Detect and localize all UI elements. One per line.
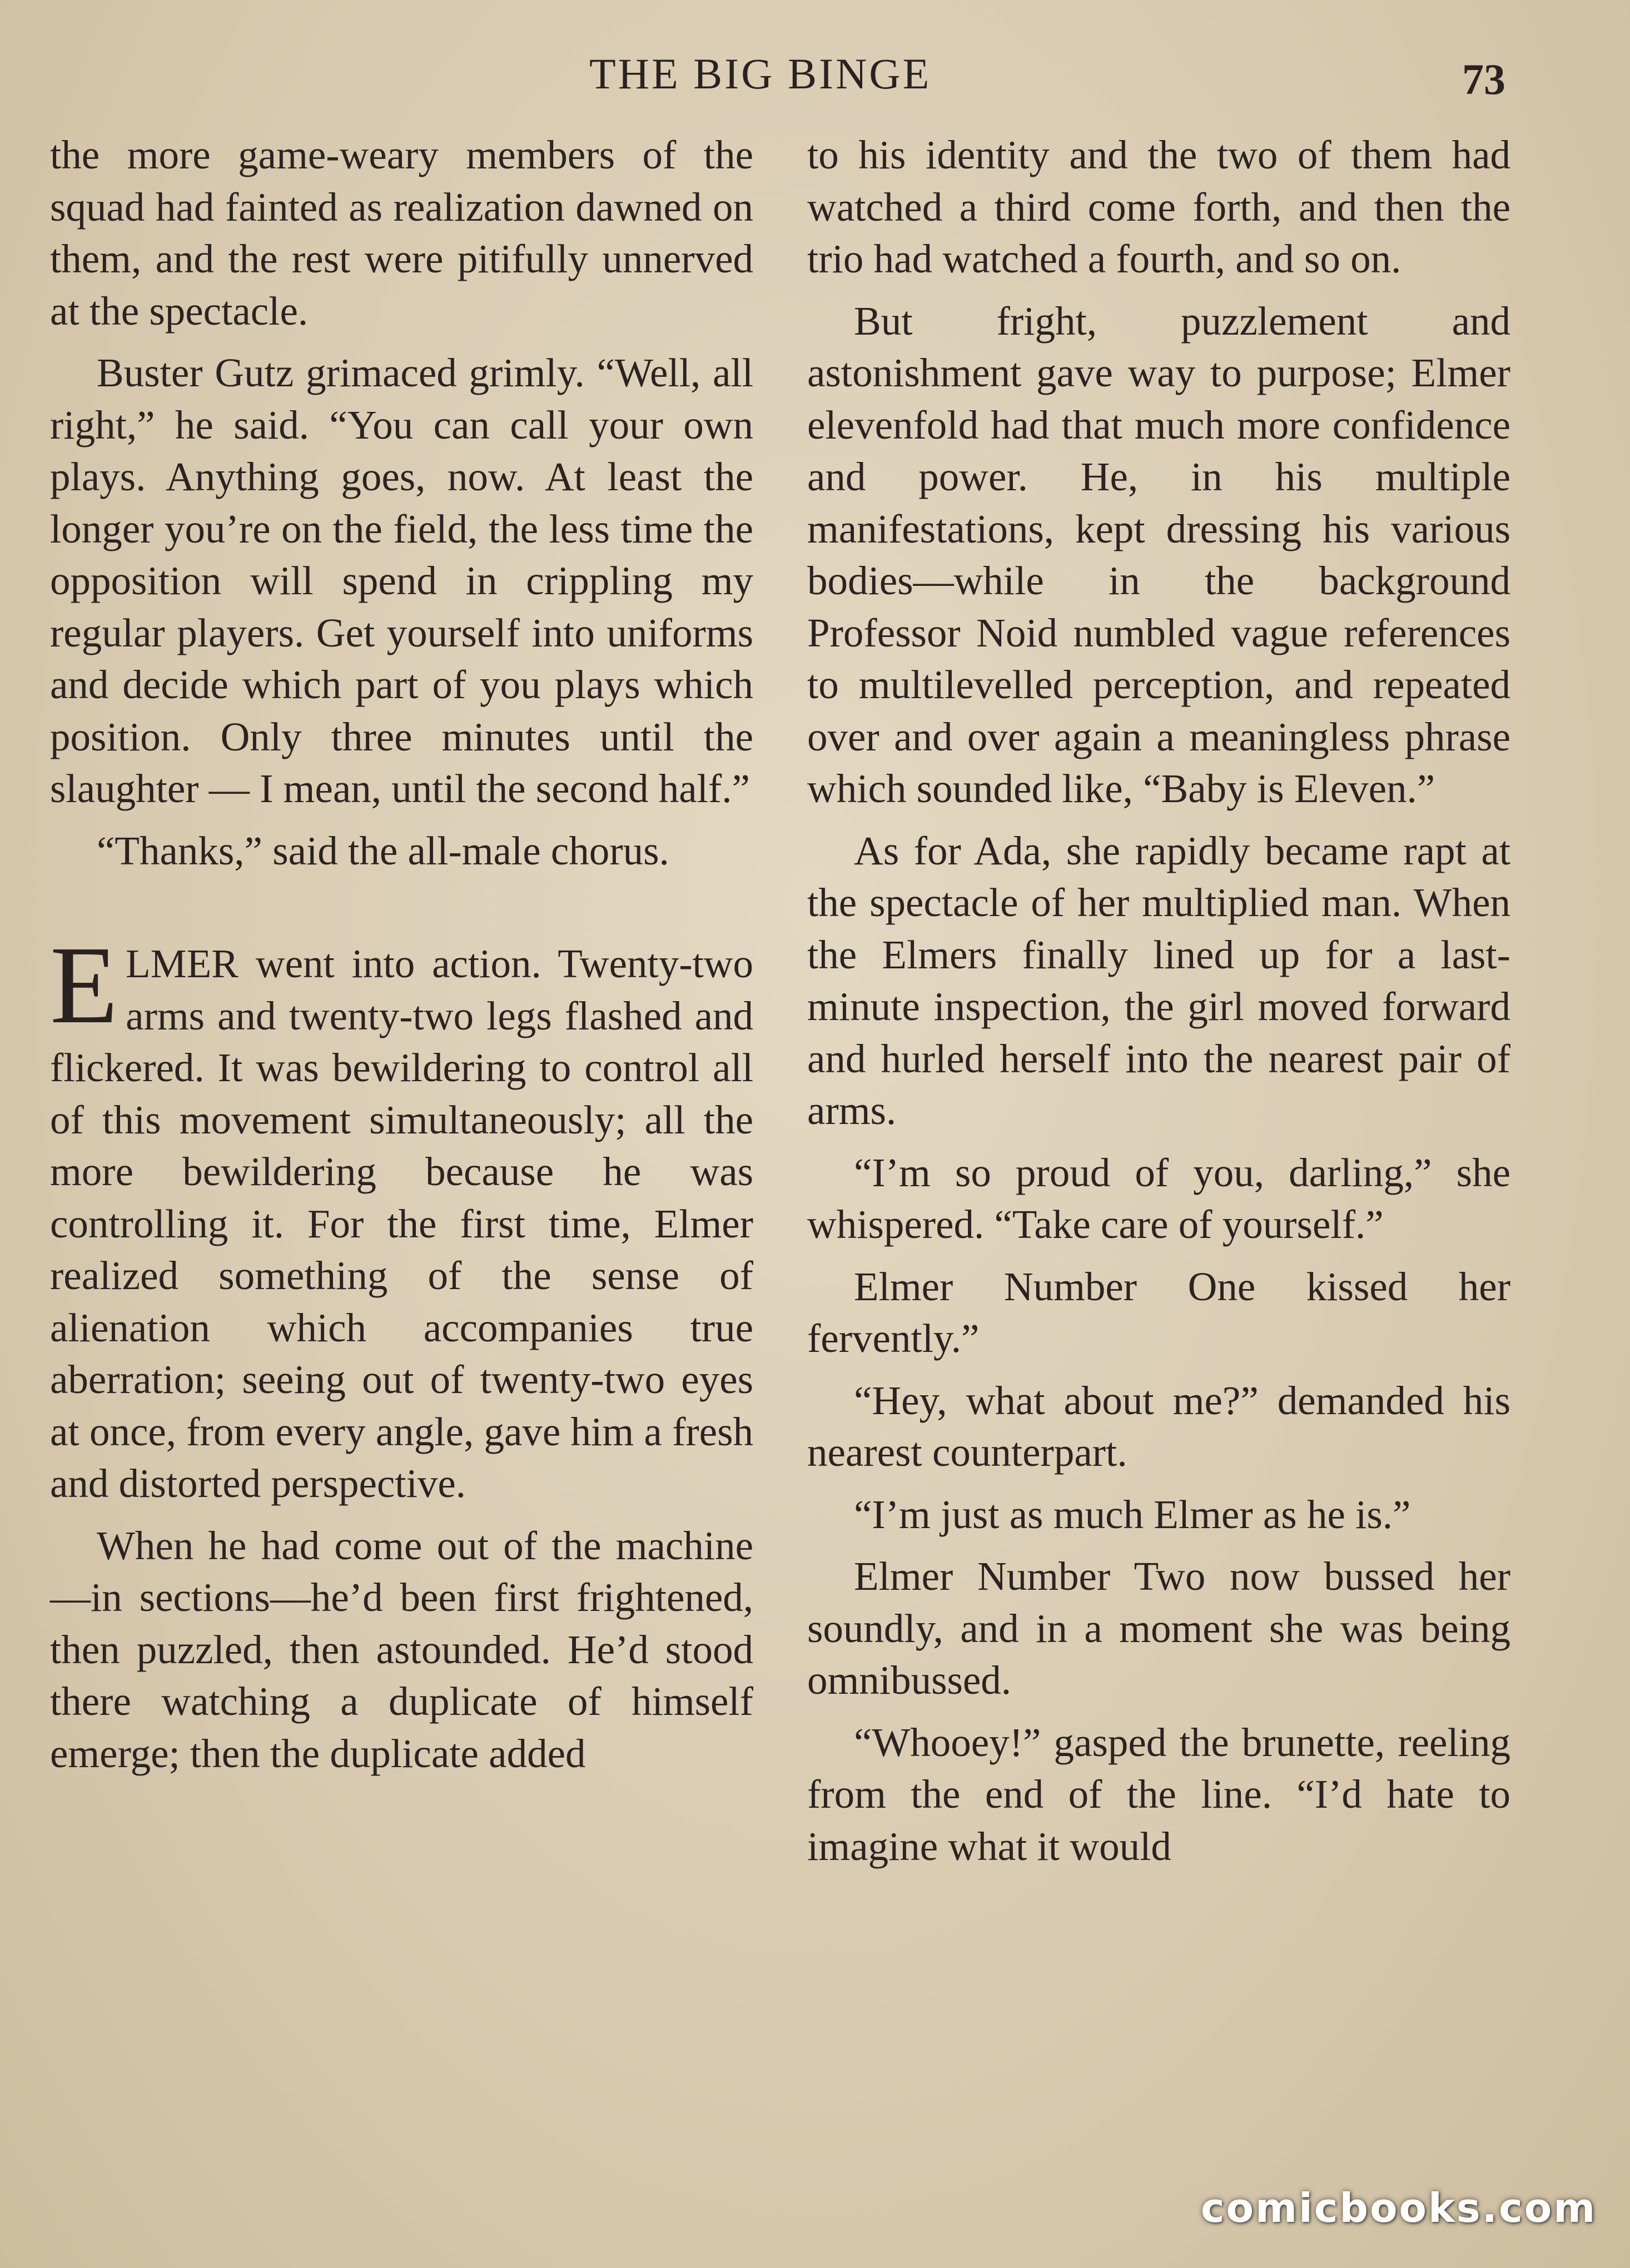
left-column [50,129,753,1789]
paragraph: “I’m just as much Elmer as he is.” [854,1491,1411,1537]
paragraph: As for Ada, she rapidly became rapt at the spectacle of her multiplied man. When the Elmers finally lined up for a last-minute inspection, the girl moved forward and hurled herself into the nearest pair of arms. [807,828,1510,1133]
paragraph: “Hey, what about me?” demanded his nearest counterpart. [807,1377,1510,1475]
running-title: THE BIG BINGE [589,49,932,98]
paragraph: to his identity and the two of them had watched a third come forth, and then the trio had watched a fourth, and so on. [807,132,1510,281]
paragraph: Buster Gutz grimaced grimly. “Well, all right,” he said. “You can call your own plays. Anything goes, now. At least the longer you’re on the field, the less time the opposition will spend in crippling my regular players. Get yourself into uniforms and decide which part of you plays which position. Only three minutes until the slaughter — I mean, until the second half.” [50,350,753,811]
drop-cap: E [50,924,118,1047]
page-number: 73 [1462,55,1505,103]
paragraph-text: LMER went into action. Twenty-two arms and twenty-two legs flashed and flickered. It was bewildering to control all of this movement simultaneously; all the more bewildering because he was controlling it. For the first time, Elmer realized something of the sense of alienation which accompanies true aberration; seeing out of twenty-two eyes at once, from every angle, gave him a fresh and distorted perspective. [50,941,753,1506]
paragraph: But fright, puzzlement and astonishment gave way to purpose; Elmer elevenfold had that much more confidence and power. He, in his multiple manifestations, kept dressing his various bodies—while in the background Professor Noid numbled vague references to multilevelled perception, and repeated over and over again a meaningless phrase which sounded like, “Baby is Eleven.” [807,298,1510,811]
paragraph: Elmer Number One kissed her fervently.” [807,1264,1510,1361]
right-column [807,129,1510,1882]
paragraph: Elmer Number Two now bussed her soundly, and in a moment she was being omnibussed. [807,1554,1510,1703]
paragraph: “I’m so proud of you, darling,” she whispered. “Take care of yourself.” [807,1150,1510,1247]
paragraph: When he had come out of the machine—in sections—he’d been first frightened, then puzzled, then astounded. He’d stood there watching a duplicate of himself emerge; then the duplicate added [50,1523,753,1776]
page-header [0,49,1630,103]
section-start-paragraph [50,924,753,1510]
paragraph: the more game-weary members of the squad had fainted as realization dawned on them, and the rest were pitifully unnerved at the spectacle. [50,132,753,334]
paragraph: “Whooey!” gasped the brunette, reeling from the end of the line. “I’d hate to imagine what it would [807,1719,1510,1869]
paragraph: “Thanks,” said the all-male chorus. [97,828,669,873]
site-watermark: comicbooks.com [1201,2185,1597,2231]
